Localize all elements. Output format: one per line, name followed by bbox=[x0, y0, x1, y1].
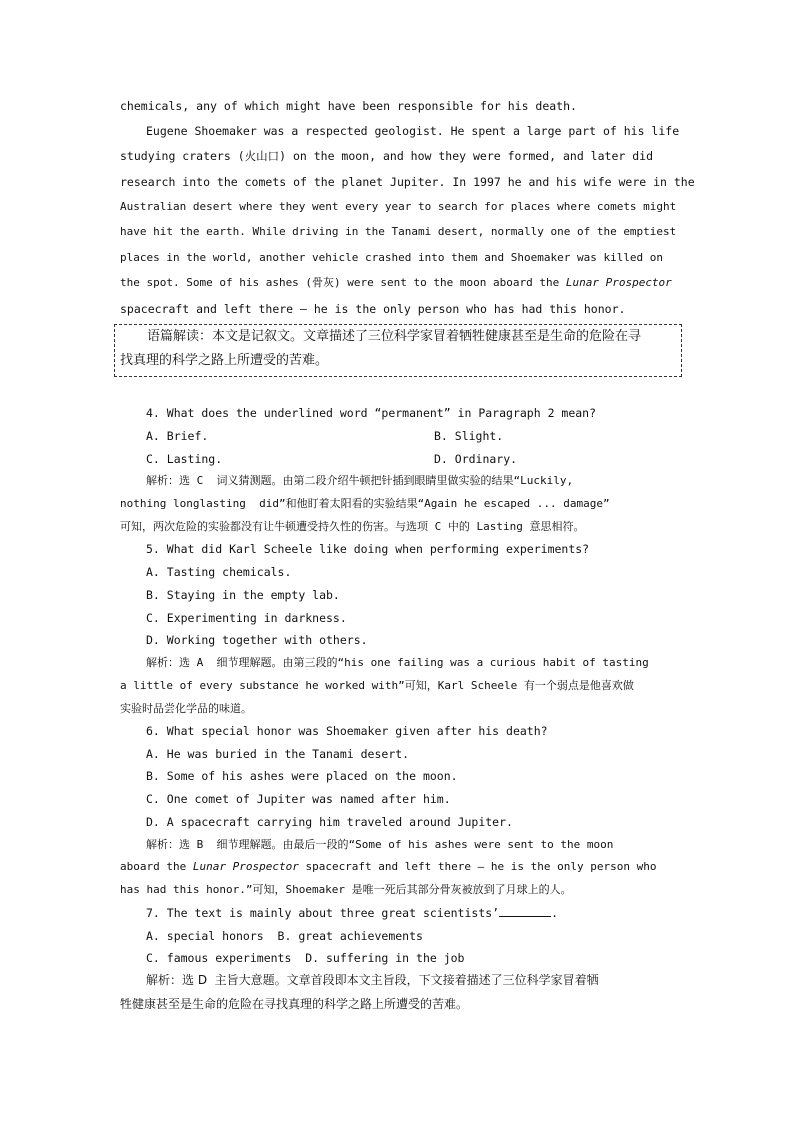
option-a: A. He was buried in the Tanami desert. bbox=[146, 747, 410, 761]
option-c: C. Lasting. bbox=[146, 452, 223, 466]
passage-line: studying craters (火山口) on the moon, and how they were formed, and later did bbox=[120, 149, 653, 163]
passage-text: the spot. Some of his ashes (骨灰) were sent to the moon aboard the bbox=[120, 276, 566, 289]
explanation-line: a little of every substance he worked with”可知，Karl Scheele 有一个弱点是他喜欢做 bbox=[120, 679, 634, 692]
explanation-line: 解析：选 A 细节理解题。由第三段的“his one failing was a curious habit of tasting bbox=[146, 656, 649, 669]
options-row: A. special honors B. great achievements bbox=[146, 929, 423, 943]
options-row: C. famous experiments D. suffering in the job bbox=[146, 951, 465, 965]
question-stem: 5. What did Karl Scheele like doing when performing experiments? bbox=[146, 542, 590, 556]
explanation-line: has had this honor.”可知，Shoemaker 是唯一死后其部分骨灰被放到了月球上的人。 bbox=[120, 883, 572, 896]
option-c: C. Experimenting in darkness. bbox=[146, 611, 347, 625]
passage-line: Australian desert where they went every year to search for places where comets might bbox=[120, 200, 677, 213]
option-a: A. Brief. bbox=[146, 429, 209, 443]
explanation-line: 解析：选 B 细节理解题。由最后一段的“Some of his ashes were sent to the moon bbox=[146, 838, 614, 851]
explanation-line bbox=[120, 859, 656, 875]
explanation-line: 解析：选 D 主旨大意题。文章首段即本文主旨段，下文接着描述了三位科学家冒着牺 bbox=[146, 973, 599, 987]
option-d: D. Working together with others. bbox=[146, 633, 368, 647]
analysis-line: 语篇解读：本文是记叙文。文章描述了三位科学家冒着牺牲健康甚至是生命的危险在寻 bbox=[147, 329, 642, 344]
spacecraft-name: Lunar Prospector bbox=[565, 276, 672, 289]
passage-line: have hit the earth. While driving in the Tanami desert, normally one of the emptiest bbox=[120, 225, 677, 238]
option-c: C. One comet of Jupiter was named after him. bbox=[146, 792, 451, 806]
option-b: B. Staying in the empty lab. bbox=[146, 588, 340, 602]
question-stem: 4. What does the underlined word “permanent” in Paragraph 2 mean? bbox=[146, 406, 597, 420]
passage-line: research into the comets of the planet Jupiter. In 1997 he and his wife were in the bbox=[120, 175, 695, 189]
passage-line: Eugene Shoemaker was a respected geologist. He spent a large part of his life bbox=[146, 124, 680, 138]
option-d: D. A spacecraft carrying him traveled around Jupiter. bbox=[146, 815, 513, 829]
option-b: B. Slight. bbox=[434, 429, 504, 443]
option-b: B. Some of his ashes were placed on the moon. bbox=[146, 769, 458, 783]
passage-line: spacecraft and left there — he is the only person who has had this honor. bbox=[120, 302, 626, 316]
option-d: D. Ordinary. bbox=[434, 452, 518, 466]
passage-line bbox=[120, 275, 672, 291]
question-stem: 6. What special honor was Shoemaker given after his death? bbox=[146, 724, 548, 738]
question-stem bbox=[146, 905, 558, 921]
spacecraft-name: Lunar Prospector bbox=[192, 860, 299, 873]
option-a: A. Tasting chemicals. bbox=[146, 565, 292, 579]
answer-blank bbox=[499, 906, 551, 917]
explanation-line: 牲健康甚至是生命的危险在寻找真理的科学之路上所遭受的苦难。 bbox=[120, 997, 469, 1011]
explanation-line: nothing longlasting did”和他盯着太阳看的实验结果“Again he escaped ... damage” bbox=[120, 497, 610, 510]
explanation-line: 可知，两次危险的实验都没有让牛顿遭受持久性的伤害。与选项 C 中的 Lasting 意思相符。 bbox=[120, 520, 585, 533]
explanation-text: aboard the bbox=[120, 860, 193, 873]
passage-line: places in the world, another vehicle crashed into them and Shoemaker was killed on bbox=[120, 251, 664, 264]
explanation-line: 解析：选 C 词义猜测题。由第二段介绍牛顿把针插到眼睛里做实验的结果“Luckily, bbox=[146, 474, 574, 487]
analysis-line: 找真理的科学之路上所遭受的苦难。 bbox=[120, 353, 329, 368]
explanation-line: 实验时品尝化学品的味道。 bbox=[120, 702, 252, 715]
question-text: . bbox=[551, 906, 559, 920]
question-text: 7. The text is mainly about three great scientists’ bbox=[146, 906, 500, 920]
analysis-box bbox=[114, 324, 682, 377]
explanation-text: spacecraft and left there — he is the only person who bbox=[298, 860, 657, 873]
passage-line: chemicals, any of which might have been responsible for his death. bbox=[120, 99, 577, 113]
